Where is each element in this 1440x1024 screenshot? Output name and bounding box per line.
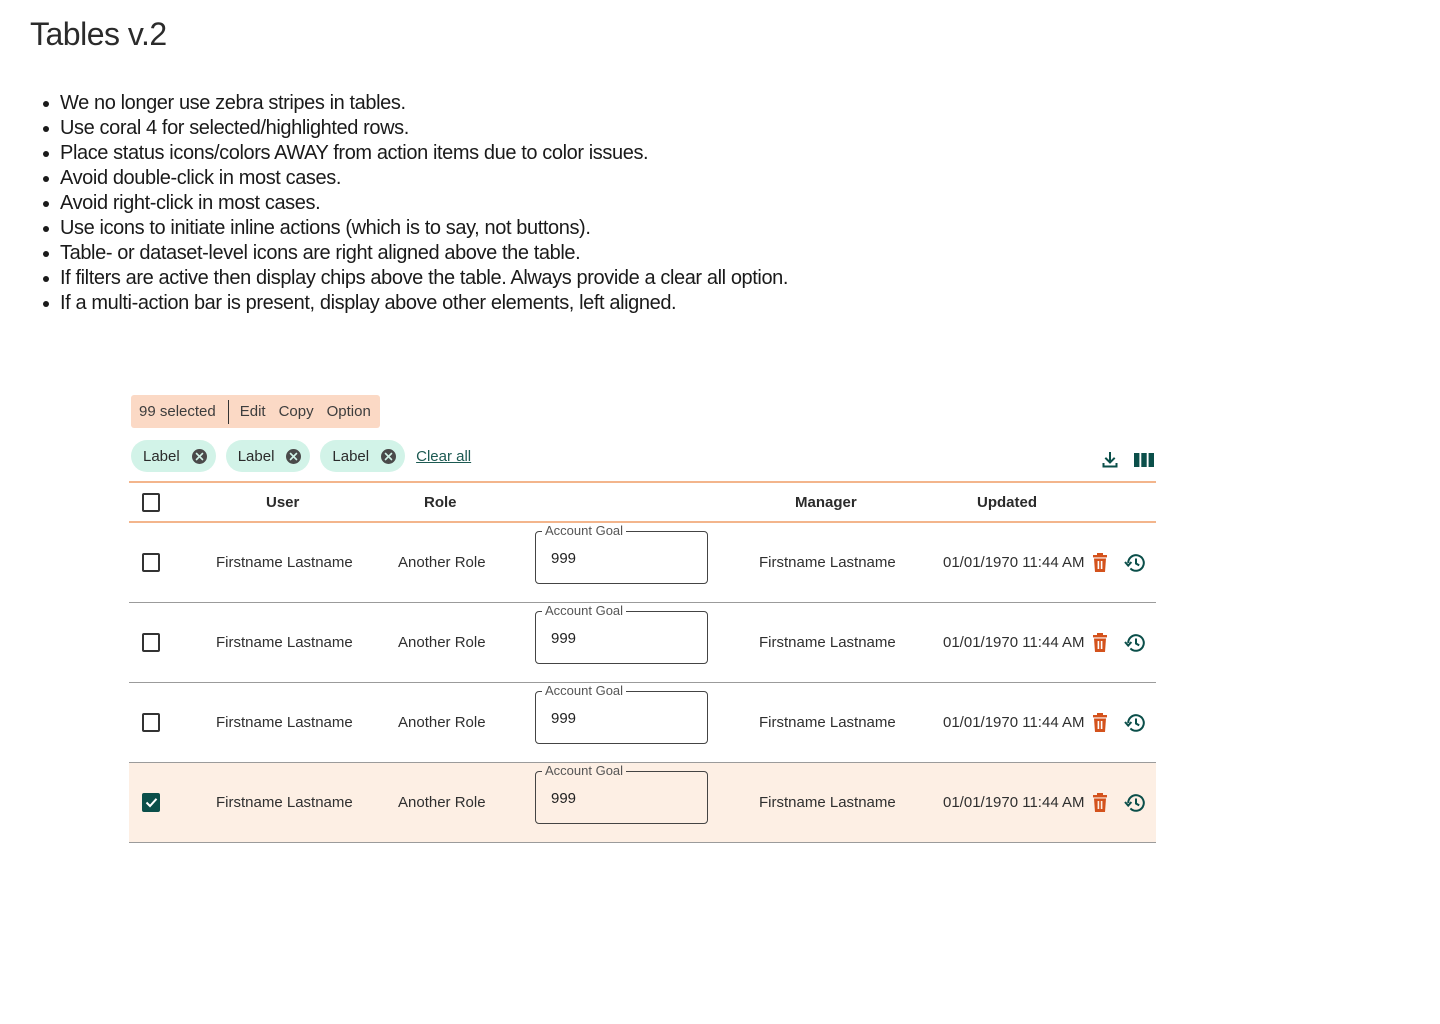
table-row[interactable] — [129, 523, 1156, 603]
header-manager[interactable]: Manager — [795, 493, 857, 511]
account-goal-label: Account Goal — [542, 523, 626, 539]
table-row-selected[interactable] — [129, 763, 1156, 843]
table-header — [129, 483, 1156, 523]
account-goal-value[interactable]: 999 — [551, 630, 577, 647]
history-icon[interactable] — [1124, 523, 1146, 602]
account-goal-label: Account Goal — [542, 763, 626, 779]
chip-label: Label — [332, 447, 370, 465]
account-goal-value[interactable]: 999 — [551, 550, 577, 567]
updated-cell: 01/01/1970 11:44 AM — [943, 554, 1085, 571]
page-title: Tables v.2 — [30, 16, 167, 52]
clear-all-link[interactable]: Clear all — [416, 447, 472, 465]
user-cell: Firstname Lastname — [216, 714, 353, 731]
guidelines-list — [60, 91, 788, 316]
guideline-item: Use coral 4 for selected/highlighted rows. — [60, 116, 788, 141]
edit-action[interactable]: Edit — [239, 403, 266, 420]
filter-chip[interactable] — [226, 440, 311, 472]
role-cell: Another Role — [398, 794, 486, 811]
filter-chip[interactable] — [320, 440, 405, 472]
delete-icon[interactable] — [1091, 683, 1109, 762]
data-table — [129, 481, 1156, 843]
manager-cell: Firstname Lastname — [759, 554, 896, 571]
table-tools — [1098, 448, 1156, 472]
updated-cell: 01/01/1970 11:44 AM — [943, 714, 1085, 731]
columns-icon[interactable] — [1132, 448, 1156, 472]
close-icon[interactable] — [192, 449, 207, 464]
role-cell: Another Role — [398, 554, 486, 571]
account-goal-value[interactable]: 999 — [551, 710, 577, 727]
user-cell: Firstname Lastname — [216, 554, 353, 571]
filter-chip[interactable] — [131, 440, 216, 472]
guideline-item: If a multi-action bar is present, display above other elements, left aligned. — [60, 291, 788, 316]
chip-label: Label — [143, 447, 180, 465]
history-icon[interactable] — [1124, 763, 1146, 842]
guideline-item: Use icons to initiate inline actions (which is to say, not buttons). — [60, 216, 788, 241]
delete-icon[interactable] — [1091, 763, 1109, 842]
account-goal-field[interactable] — [535, 683, 708, 744]
guideline-item: We no longer use zebra stripes in tables. — [60, 91, 788, 116]
guideline-item: Avoid double-click in most cases. — [60, 166, 788, 191]
manager-cell: Firstname Lastname — [759, 714, 896, 731]
guideline-item: If filters are active then display chips above the table. Always provide a clear all option. — [60, 267, 789, 289]
account-goal-field[interactable] — [535, 763, 708, 824]
account-goal-label: Account Goal — [542, 683, 626, 699]
account-goal-label: Account Goal — [542, 603, 626, 619]
chip-label: Label — [237, 447, 275, 465]
delete-icon[interactable] — [1091, 603, 1109, 682]
row-checkbox-checked[interactable] — [142, 793, 160, 812]
updated-cell: 01/01/1970 11:44 AM — [943, 634, 1085, 651]
header-updated[interactable]: Updated — [977, 493, 1037, 511]
account-goal-field[interactable] — [535, 603, 708, 664]
table-row[interactable] — [129, 683, 1156, 763]
account-goal-field[interactable] — [535, 523, 708, 584]
delete-icon[interactable] — [1091, 523, 1109, 602]
download-icon[interactable] — [1098, 448, 1122, 472]
manager-cell: Firstname Lastname — [759, 794, 896, 811]
account-goal-value[interactable]: 999 — [551, 790, 577, 807]
user-cell: Firstname Lastname — [216, 634, 353, 651]
filter-chips — [131, 440, 471, 472]
option-action[interactable]: Option — [326, 403, 371, 420]
close-icon[interactable] — [381, 449, 396, 464]
role-cell: Another Role — [398, 634, 486, 651]
copy-action[interactable]: Copy — [278, 403, 314, 420]
updated-cell: 01/01/1970 11:44 AM — [943, 794, 1085, 811]
selected-count: 99 selected — [139, 403, 216, 420]
action-bar-divider — [228, 400, 229, 424]
multi-action-bar — [131, 395, 380, 428]
header-role[interactable]: Role — [424, 493, 457, 511]
header-user[interactable]: User — [266, 493, 300, 511]
row-checkbox[interactable] — [142, 553, 160, 572]
close-icon[interactable] — [286, 449, 301, 464]
row-checkbox[interactable] — [142, 633, 160, 652]
guideline-item: Avoid right-click in most cases. — [60, 191, 788, 216]
guideline-item: Place status icons/colors AWAY from action items due to color issues. — [60, 141, 788, 166]
role-cell: Another Role — [398, 714, 486, 731]
select-all-checkbox[interactable] — [142, 493, 160, 512]
row-checkbox[interactable] — [142, 713, 160, 732]
table-row[interactable] — [129, 603, 1156, 683]
user-cell: Firstname Lastname — [216, 794, 353, 811]
history-icon[interactable] — [1124, 683, 1146, 762]
manager-cell: Firstname Lastname — [759, 634, 896, 651]
history-icon[interactable] — [1124, 603, 1146, 682]
guideline-item: Table- or dataset-level icons are right aligned above the table. — [60, 241, 788, 266]
